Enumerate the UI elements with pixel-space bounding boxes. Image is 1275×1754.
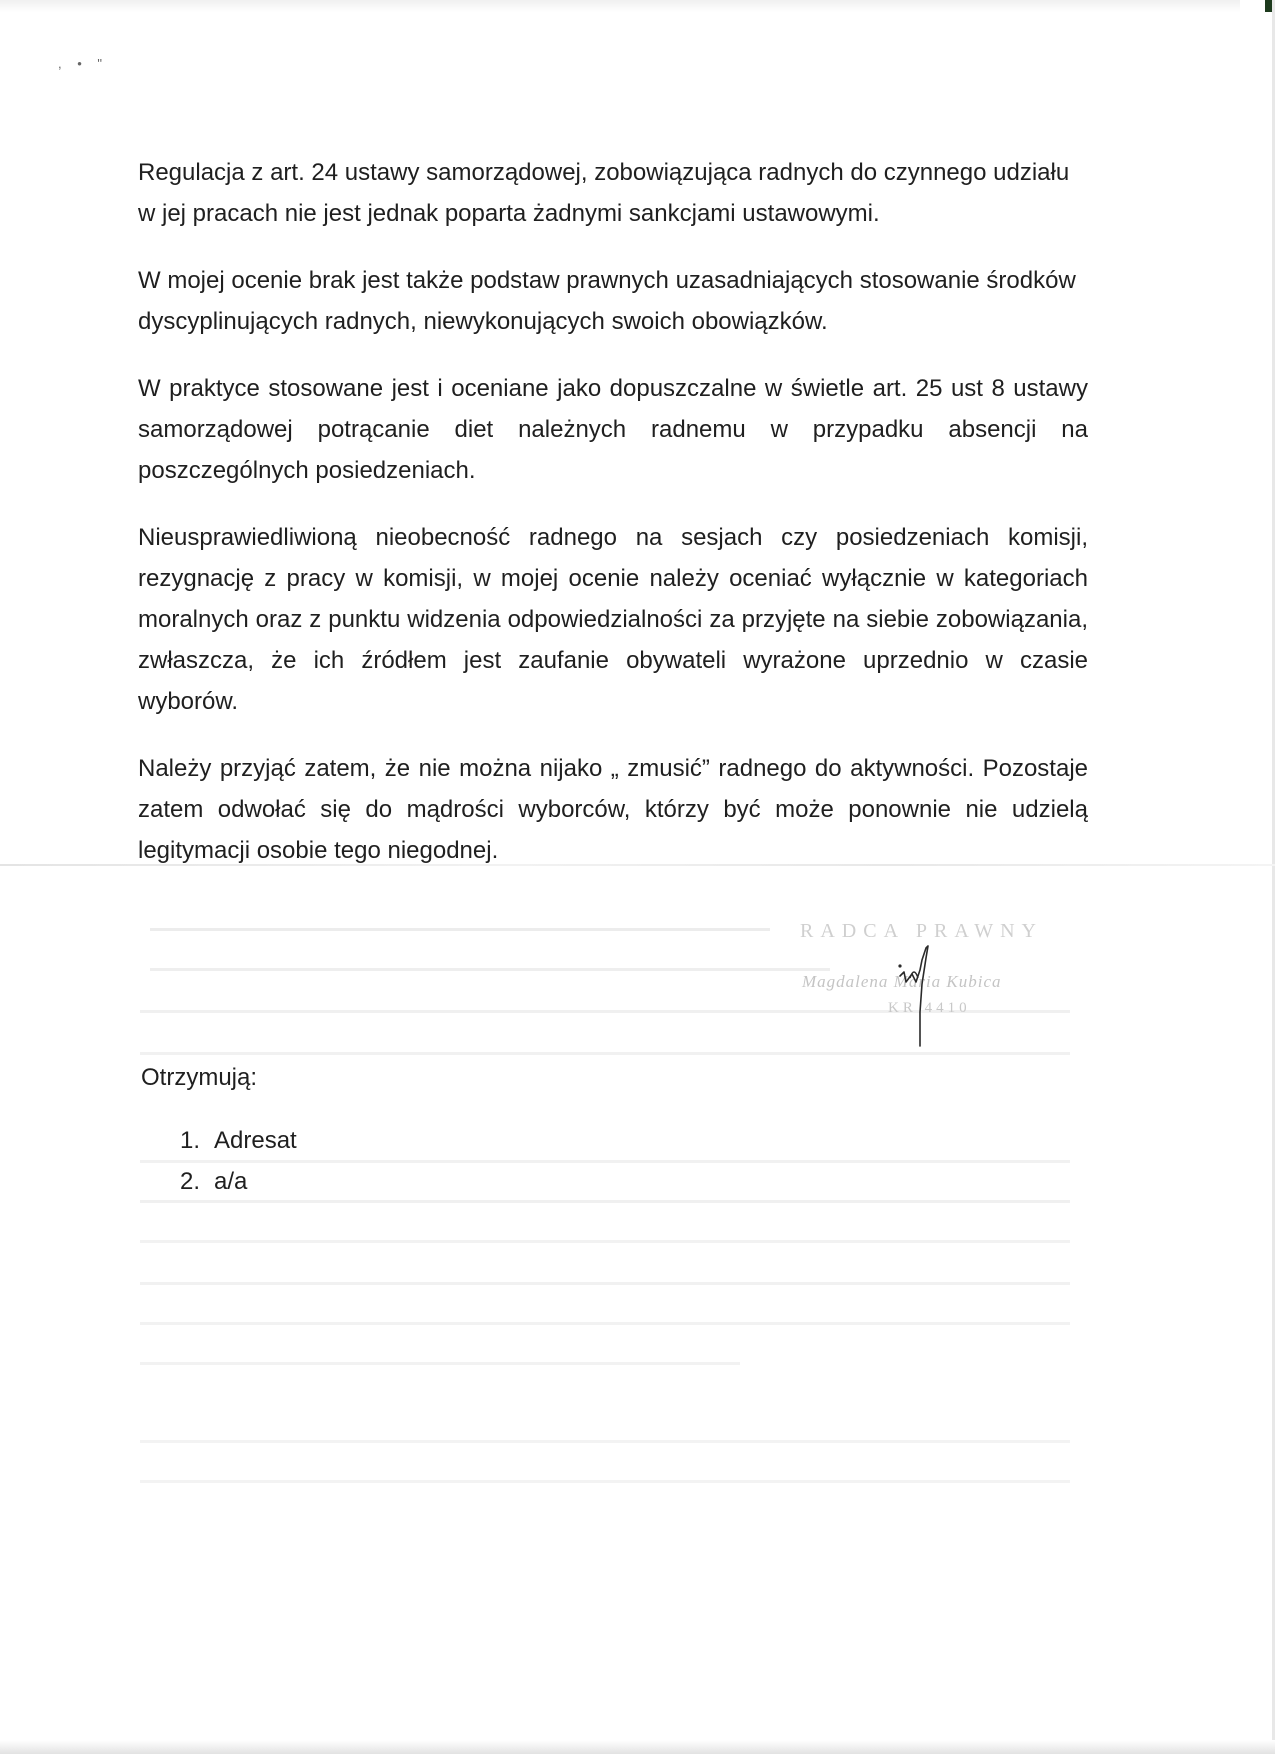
list-item (180, 1120, 297, 1161)
recipients-list (180, 1120, 297, 1202)
paragraph: Regulacja z art. 24 ustawy samorządowej, zobowiązująca radnych do czynnego udziału w jej pracach nie jest jednak poparta żadnymi sankcjami ustawowymi. (138, 159, 1070, 227)
scan-edge-bottom (0, 1740, 1275, 1754)
letter-body (138, 152, 1088, 897)
paragraph: W praktyce stosowane jest i oceniane jako dopuszczalne w świetle art. 25 ust 8 ustawy samorządowej potrącanie diet należnych radnemu w przypadku absencji na poszczególnych posiedzeniach. (138, 375, 1088, 484)
stamp-title: RADCA PRAWNY (800, 920, 1043, 942)
recipients-heading: Otrzymują: (141, 1064, 258, 1091)
list-number: 2. (180, 1168, 201, 1195)
handwritten-signature (876, 936, 956, 1056)
stamp-code: KR 4410 (888, 1000, 971, 1016)
scan-edge-top (0, 0, 1240, 12)
recipient-label: a/a (214, 1168, 248, 1195)
list-number: 1. (180, 1127, 201, 1154)
recipient-label: Adresat (214, 1127, 297, 1154)
paragraph: W mojej ocenie brak jest także podstaw prawnych uzasadniających stosowanie środków dyscyplinujących radnych, niewykonujących swoich obowiązków. (138, 267, 1076, 335)
list-item (180, 1161, 297, 1202)
stamp-name: Magdalena Maria Kubica (802, 972, 1002, 991)
paragraph: Należy przyjąć zatem, że nie można nijako „ zmusić” radnego do aktywności. Pozostaje zatem odwołać się do mądrości wyborców, którzy być może ponownie nie udzielą legitymacji osobie tego niegodnej. (138, 755, 1088, 864)
paragraph: Nieusprawiedliwioną nieobecność radnego na sesjach czy posiedzeniach komisji, rezygnację z pracy w komisji, w mojej ocenie należy oceniać wyłącznie w kategoriach moralnych oraz z punktu widzenia odpowiedzialności za przyjęte na siebie zobowiązania, zwłaszcza, że ich źródłem jest zaufanie obywateli wyrażone uprzednio w czasie wyborów. (138, 524, 1088, 715)
scan-specks: , • " (58, 56, 109, 71)
